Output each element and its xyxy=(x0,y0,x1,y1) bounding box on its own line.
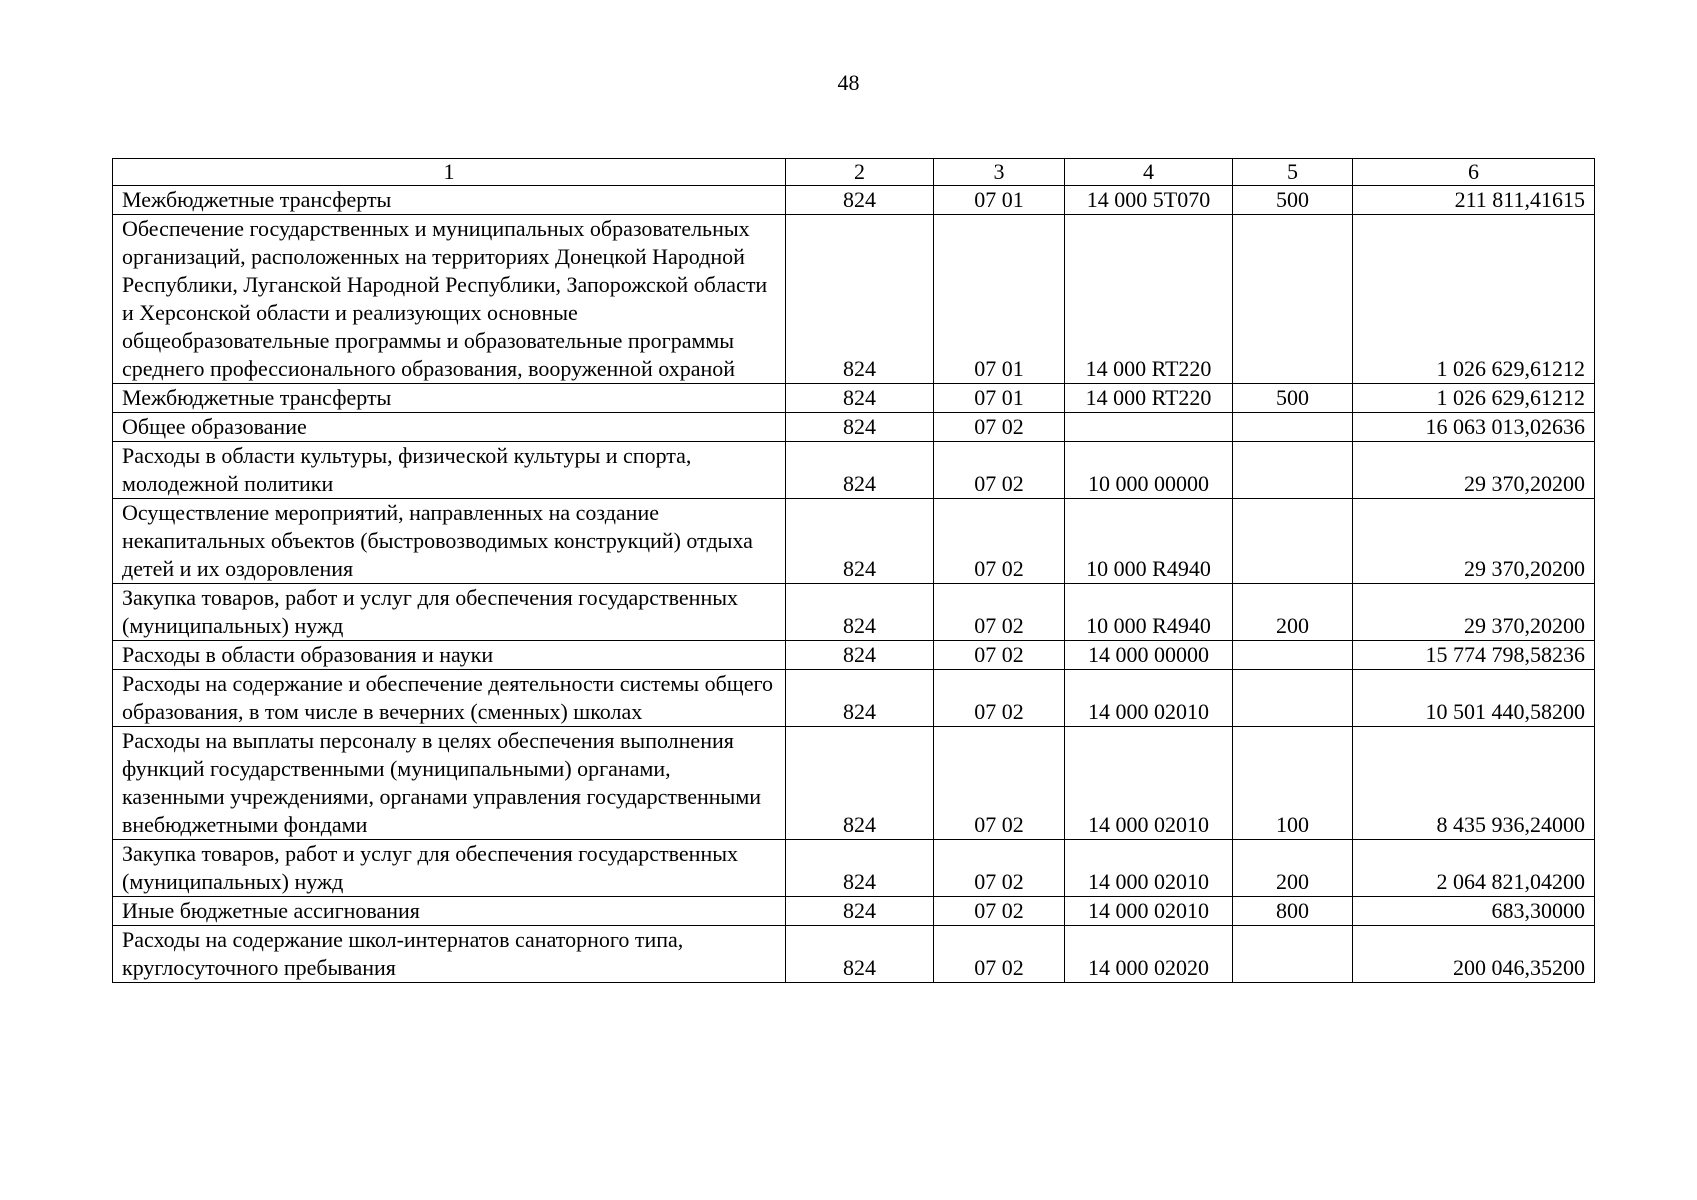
admin-code-cell: 824 xyxy=(786,926,934,983)
table-row xyxy=(113,413,1595,442)
target-code-cell xyxy=(1065,413,1233,442)
section-code-cell: 07 01 xyxy=(934,215,1065,384)
section-code-cell: 07 02 xyxy=(934,670,1065,727)
amount-cell: 10 501 440,58200 xyxy=(1353,670,1595,727)
expense-name-cell: Закупка товаров, работ и услуг для обеспечения государственных (муниципальных) нужд xyxy=(113,584,786,641)
target-code-cell: 14 000 02020 xyxy=(1065,926,1233,983)
table-row xyxy=(113,641,1595,670)
expense-type-cell: 200 xyxy=(1233,840,1353,897)
budget-table xyxy=(112,158,1595,983)
amount-cell: 15 774 798,58236 xyxy=(1353,641,1595,670)
expense-type-cell: 100 xyxy=(1233,727,1353,840)
expense-name-cell: Иные бюджетные ассигнования xyxy=(113,897,786,926)
target-code-cell: 14 000 02010 xyxy=(1065,727,1233,840)
expense-name-cell: Межбюджетные трансферты xyxy=(113,384,786,413)
table-row xyxy=(113,384,1595,413)
admin-code-cell: 824 xyxy=(786,897,934,926)
table-row xyxy=(113,897,1595,926)
admin-code-cell: 824 xyxy=(786,186,934,215)
header-col-6: 6 xyxy=(1353,159,1595,186)
table-row xyxy=(113,499,1595,584)
section-code-cell: 07 02 xyxy=(934,442,1065,499)
section-code-cell: 07 01 xyxy=(934,186,1065,215)
section-code-cell: 07 02 xyxy=(934,840,1065,897)
amount-cell: 29 370,20200 xyxy=(1353,442,1595,499)
amount-cell: 29 370,20200 xyxy=(1353,584,1595,641)
target-code-cell: 14 000 02010 xyxy=(1065,670,1233,727)
page-number: 48 xyxy=(837,70,860,95)
admin-code-cell: 824 xyxy=(786,840,934,897)
table-row xyxy=(113,442,1595,499)
expense-name-cell: Обеспечение государственных и муниципальных образовательных организаций, расположенных на территориях Донецкой Народной Республики, Луганской Народной Республики, Запорожской области и Херсонской области и реализующих основные общеобразовательные программы и образовательные программы среднего профессионального образования, вооруженной охраной xyxy=(113,215,786,384)
expense-name-cell: Общее образование xyxy=(113,413,786,442)
expense-type-cell: 800 xyxy=(1233,897,1353,926)
expense-name-cell: Закупка товаров, работ и услуг для обеспечения государственных (муниципальных) нужд xyxy=(113,840,786,897)
section-code-cell: 07 01 xyxy=(934,384,1065,413)
expense-type-cell xyxy=(1233,641,1353,670)
admin-code-cell: 824 xyxy=(786,499,934,584)
amount-cell: 1 026 629,61212 xyxy=(1353,384,1595,413)
admin-code-cell: 824 xyxy=(786,727,934,840)
section-code-cell: 07 02 xyxy=(934,727,1065,840)
target-code-cell: 14 000 02010 xyxy=(1065,897,1233,926)
section-code-cell: 07 02 xyxy=(934,926,1065,983)
table-row xyxy=(113,584,1595,641)
section-code-cell: 07 02 xyxy=(934,641,1065,670)
amount-cell: 683,30000 xyxy=(1353,897,1595,926)
header-col-1: 1 xyxy=(113,159,786,186)
expense-type-cell: 200 xyxy=(1233,584,1353,641)
section-code-cell: 07 02 xyxy=(934,413,1065,442)
target-code-cell: 14 000 02010 xyxy=(1065,840,1233,897)
target-code-cell: 14 000 00000 xyxy=(1065,641,1233,670)
header-col-4: 4 xyxy=(1065,159,1233,186)
expense-type-cell xyxy=(1233,215,1353,384)
expense-type-cell xyxy=(1233,926,1353,983)
target-code-cell: 14 000 RT220 xyxy=(1065,215,1233,384)
table-row xyxy=(113,926,1595,983)
admin-code-cell: 824 xyxy=(786,584,934,641)
admin-code-cell: 824 xyxy=(786,384,934,413)
expense-name-cell: Расходы в области культуры, физической культуры и спорта, молодежной политики xyxy=(113,442,786,499)
target-code-cell: 10 000 R4940 xyxy=(1065,584,1233,641)
section-code-cell: 07 02 xyxy=(934,499,1065,584)
amount-cell: 200 046,35200 xyxy=(1353,926,1595,983)
admin-code-cell: 824 xyxy=(786,670,934,727)
amount-cell: 211 811,41615 xyxy=(1353,186,1595,215)
section-code-cell: 07 02 xyxy=(934,897,1065,926)
section-code-cell: 07 02 xyxy=(934,584,1065,641)
header-row xyxy=(113,159,1595,186)
expense-type-cell xyxy=(1233,413,1353,442)
expense-name-cell: Расходы на содержание школ-интернатов санаторного типа, круглосуточного пребывания xyxy=(113,926,786,983)
amount-cell: 8 435 936,24000 xyxy=(1353,727,1595,840)
table-row xyxy=(113,670,1595,727)
target-code-cell: 14 000 5Т070 xyxy=(1065,186,1233,215)
expense-type-cell xyxy=(1233,670,1353,727)
admin-code-cell: 824 xyxy=(786,442,934,499)
expense-type-cell xyxy=(1233,499,1353,584)
table-row xyxy=(113,840,1595,897)
admin-code-cell: 824 xyxy=(786,641,934,670)
header-col-2: 2 xyxy=(786,159,934,186)
expense-type-cell: 500 xyxy=(1233,384,1353,413)
expense-name-cell: Расходы на содержание и обеспечение деятельности системы общего образования, в том числе в вечерних (сменных) школах xyxy=(113,670,786,727)
target-code-cell: 10 000 R4940 xyxy=(1065,499,1233,584)
expense-name-cell: Расходы на выплаты персоналу в целях обеспечения выполнения функций государственными (муниципальными) органами, казенными учреждениями, органами управления государственными внебюджетными фондами xyxy=(113,727,786,840)
admin-code-cell: 824 xyxy=(786,413,934,442)
expense-type-cell: 500 xyxy=(1233,186,1353,215)
admin-code-cell: 824 xyxy=(786,215,934,384)
expense-type-cell xyxy=(1233,442,1353,499)
amount-cell: 16 063 013,02636 xyxy=(1353,413,1595,442)
table-row xyxy=(113,215,1595,384)
target-code-cell: 14 000 RT220 xyxy=(1065,384,1233,413)
expense-name-cell: Осуществление мероприятий, направленных на создание некапитальных объектов (быстровозводимых конструкций) отдыха детей и их оздоровления xyxy=(113,499,786,584)
table-row xyxy=(113,727,1595,840)
header-col-3: 3 xyxy=(934,159,1065,186)
header-col-5: 5 xyxy=(1233,159,1353,186)
target-code-cell: 10 000 00000 xyxy=(1065,442,1233,499)
amount-cell: 2 064 821,04200 xyxy=(1353,840,1595,897)
table-row xyxy=(113,186,1595,215)
expense-name-cell: Межбюджетные трансферты xyxy=(113,186,786,215)
expense-name-cell: Расходы в области образования и науки xyxy=(113,641,786,670)
amount-cell: 1 026 629,61212 xyxy=(1353,215,1595,384)
amount-cell: 29 370,20200 xyxy=(1353,499,1595,584)
